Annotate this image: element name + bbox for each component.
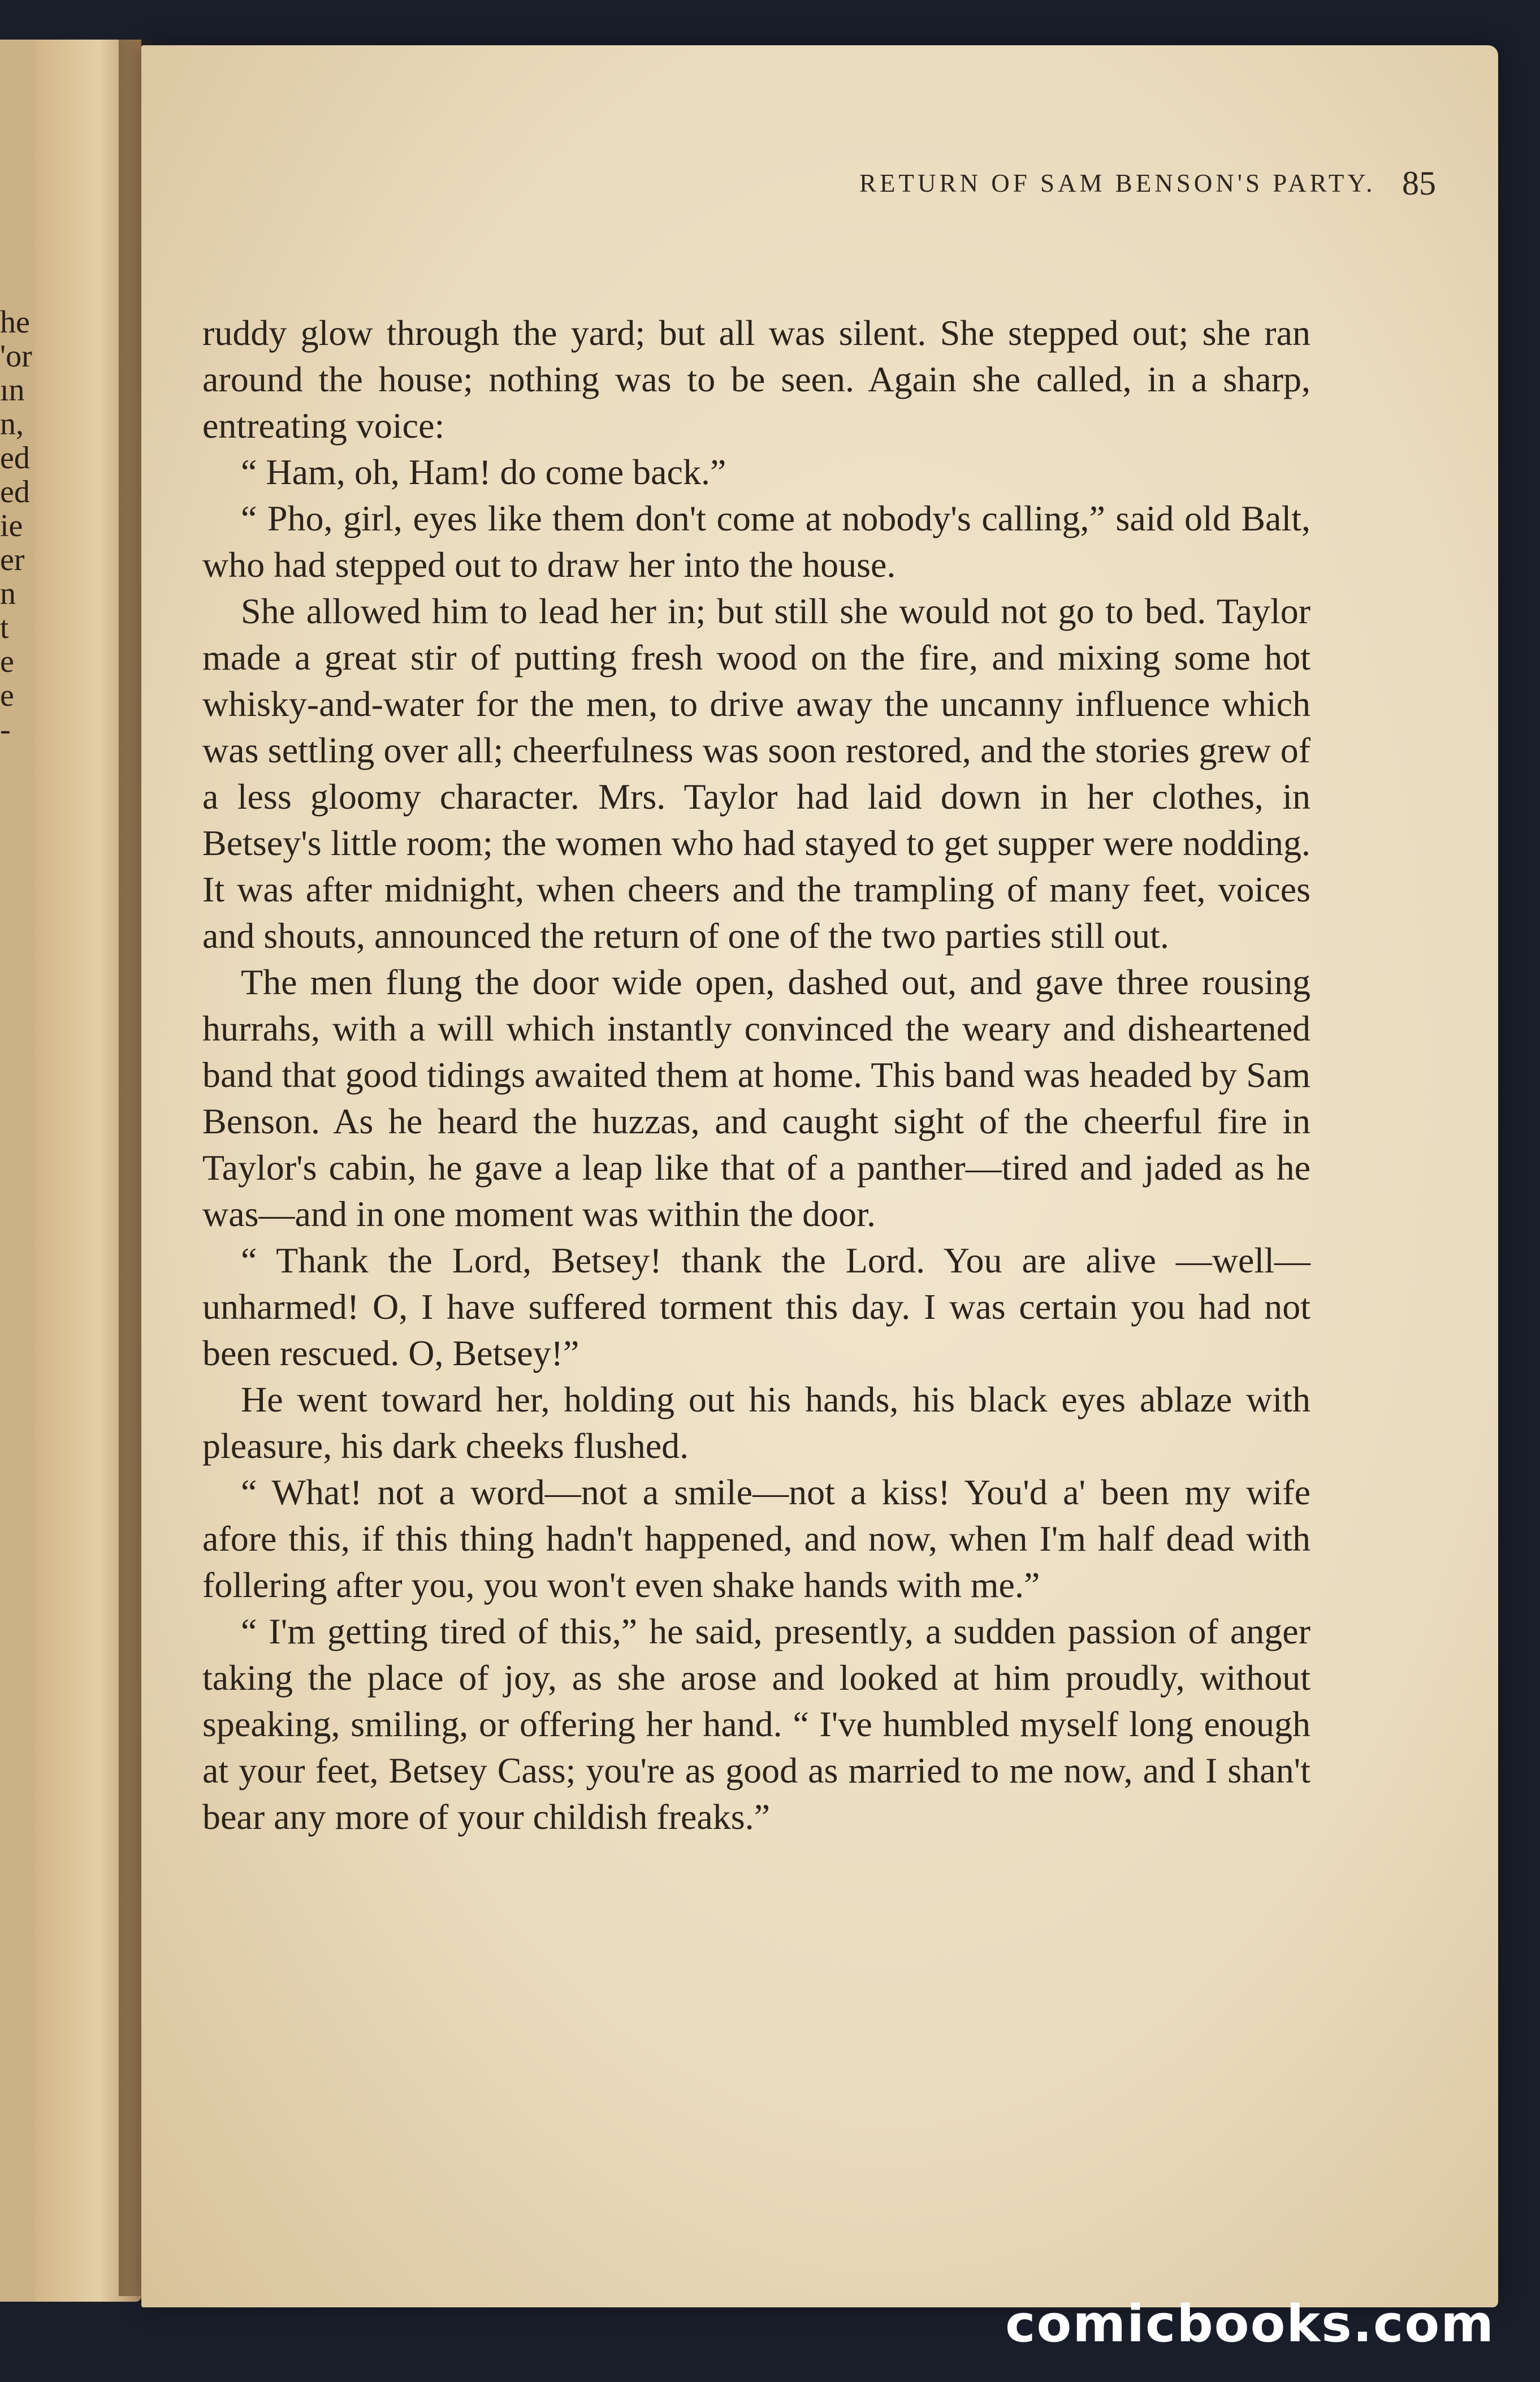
left-fragment: ın: [0, 373, 25, 408]
left-page-text-fragments: [0, 305, 35, 746]
left-fragment: er: [0, 542, 25, 577]
paragraph: The men flung the door wide open, dashed out, and gave three rousing hurrahs, with a will which instantly convinced the weary and disheartened band that good tidings awaited them at home. This band was headed by Sam Benson. As he heard the huzzas, and caught sight of the cheerful fire in Taylor's cabin, he gave a leap like that of a panther—tired and jaded as he was—and in one moment was within the door.: [202, 962, 1310, 1234]
watermark-logo: comicbooks.com: [1005, 2294, 1495, 2354]
left-page-edge: [0, 40, 35, 2302]
left-fragment: he: [0, 305, 30, 340]
running-head: RETURN OF SAM BENSON'S PARTY.: [859, 169, 1376, 197]
paragraph: She allowed him to lead her in; but still she would not go to bed. Taylor made a great stir of putting fresh wood on the fire, and mixing some hot whisky-and-water for the men, to drive away the uncanny influence which was settling over all; cheerfulness was soon restored, and the stories grew of a less gloomy character. Mrs. Taylor had laid down in her clothes, in Betsey's little room; the women who had stayed to get supper were nodding. It was after midnight, when cheers and the trampling of many feet, voices and shouts, announced the return of one of the two parties still out.: [202, 591, 1310, 956]
paragraph: “ I'm getting tired of this,” he said, presently, a sudden passion of anger taking the place of joy, as she arose and looked at him proudly, without speaking, smiling, or offering her hand. “ I've humbled myself long enough at your feet, Betsey Cass; you're as good as married to me now, and I shan't bear any more of your childish freaks.”: [202, 1611, 1310, 1837]
left-fragment: e: [0, 644, 14, 679]
left-fragment: t: [0, 610, 9, 645]
paragraph: “ Ham, oh, Ham! do come back.”: [241, 452, 726, 492]
left-fragment: e: [0, 678, 14, 713]
left-fragment: -: [0, 712, 11, 747]
paragraph: “ What! not a word—not a smile—not a kiss! You'd a' been my wife afore this, if this thing hadn't happened, and now, when I'm half dead with follering after you, you won't even shake hands with me.”: [202, 1472, 1310, 1605]
left-fragment: ed: [0, 474, 30, 510]
left-fragment: ie: [0, 508, 23, 543]
left-fragment: 'or: [0, 339, 32, 374]
book-page: [141, 45, 1498, 2307]
paragraph: He went toward her, holding out his hands, his black eyes ablaze with pleasure, his dark cheeks flushed.: [202, 1379, 1310, 1466]
left-fragment: ed: [0, 441, 30, 476]
body-text: [202, 310, 1310, 1840]
left-fragment: n: [0, 576, 16, 611]
page-number: 85: [1402, 165, 1436, 202]
page-header: [859, 165, 1436, 231]
paragraph: “ Thank the Lord, Betsey! thank the Lord. You are alive —well—unharmed! O, I have suffered torment this day. I was certain you had not been rescued. O, Betsey!”: [202, 1240, 1310, 1373]
paragraph: ruddy glow through the yard; but all was silent. She stepped out; she ran around the house; nothing was to be seen. Again she called, in a sharp, entreating voice:: [202, 313, 1310, 446]
paragraph: “ Pho, girl, eyes like them don't come at nobody's calling,” said old Balt, who had stepped out to draw her into the house.: [202, 498, 1310, 585]
left-fragment: n,: [0, 407, 24, 442]
